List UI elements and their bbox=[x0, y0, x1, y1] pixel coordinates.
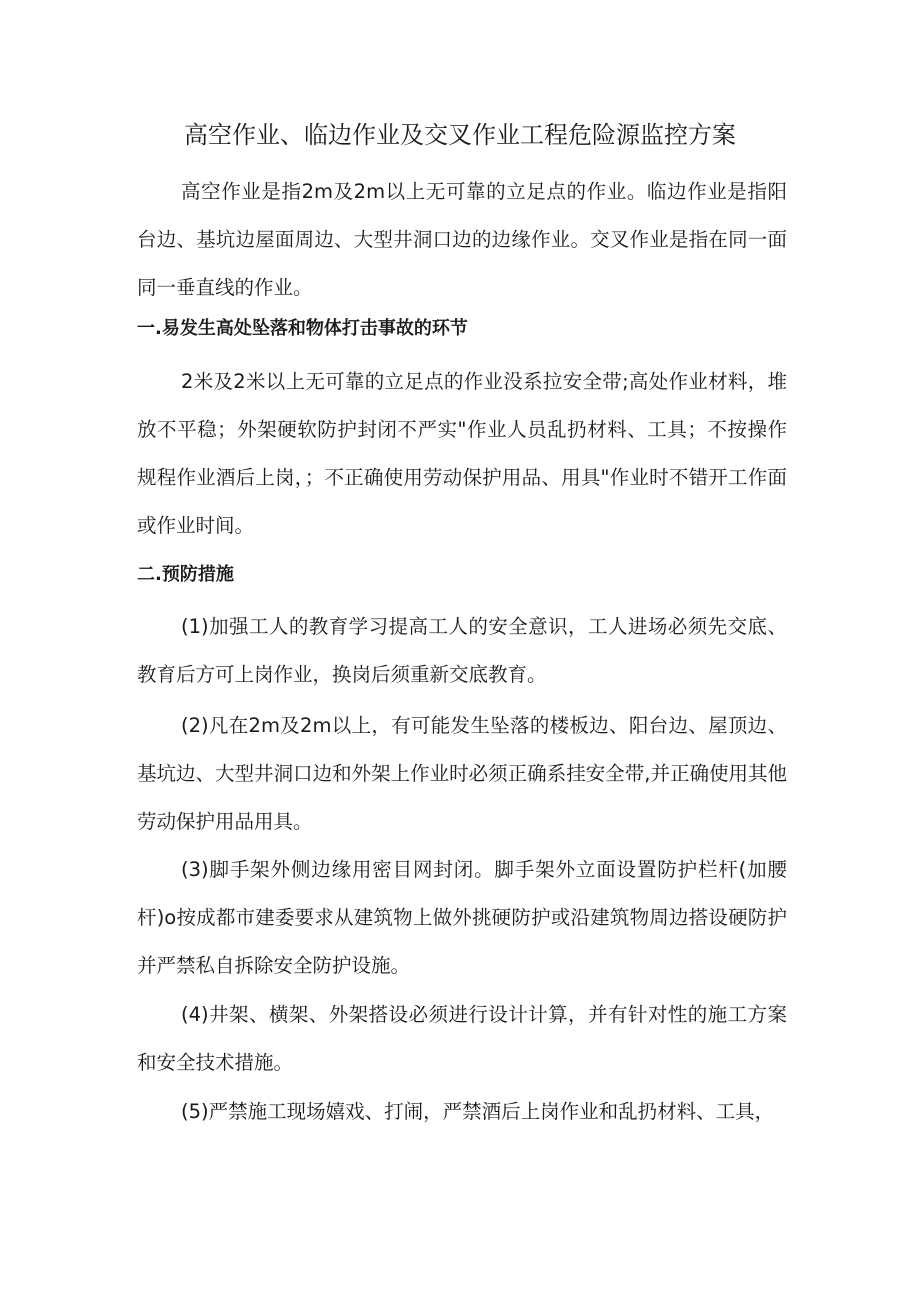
measure-item-5: (5)严禁施工现场嬉戏、打闹，严禁酒后上岗作业和乱扔材料、工具， bbox=[181, 1100, 775, 1123]
section-1-heading: 一.易发生高处坠落和物体打击事故的环节 bbox=[137, 318, 468, 339]
measure-item-2: (2)凡在2m及2m以上，有可能发生坠落的楼板边、阳台边、屋顶边、基坑边、大型井洞口边和外架上作业时必须正确系挂安全带,并正确使用其他劳动保护用品用具。 bbox=[137, 714, 787, 833]
section-1-paragraph: 2米及2米以上无可靠的立足点的作业没系拉安全带;高处作业材料，堆放不平稳；外架硬软防护封闭不严实"作业人员乱扔材料、工具；不按操作规程作业酒后上岗，；不正确使用劳动保护用品、用具"作业时不错开工作面或作业时间。 bbox=[137, 370, 787, 537]
measure-item-3: (3)脚手架外侧边缘用密目网封闭。脚手架外立面设置防护栏杆(加腰杆)o按成都市建委要求从建筑物上做外挑硬防护或沿建筑物周边搭设硬防护并严禁私自拆除安全防护设施。 bbox=[137, 858, 787, 977]
section-2-heading: 二.预防措施 bbox=[137, 564, 234, 585]
measure-item-4: (4)井架、横架、外架搭设必须进行设计计算，并有针对性的施工方案和安全技术措施。 bbox=[137, 1003, 787, 1074]
measure-item-1: (1)加强工人的教育学习提高工人的安全意识，工人进场必须先交底、教育后方可上岗作业，换岗后须重新交底教育。 bbox=[137, 615, 787, 686]
intro-paragraph: 高空作业是指2m及2m以上无可靠的立足点的作业。临边作业是指阳台边、基坑边屋面周边、大型井洞口边的边缘作业。交叉作业是指在同一面同一垂直线的作业。 bbox=[137, 180, 787, 299]
document-title: 高空作业、临边作业及交叉作业工程危险源监控方案 bbox=[184, 121, 736, 149]
